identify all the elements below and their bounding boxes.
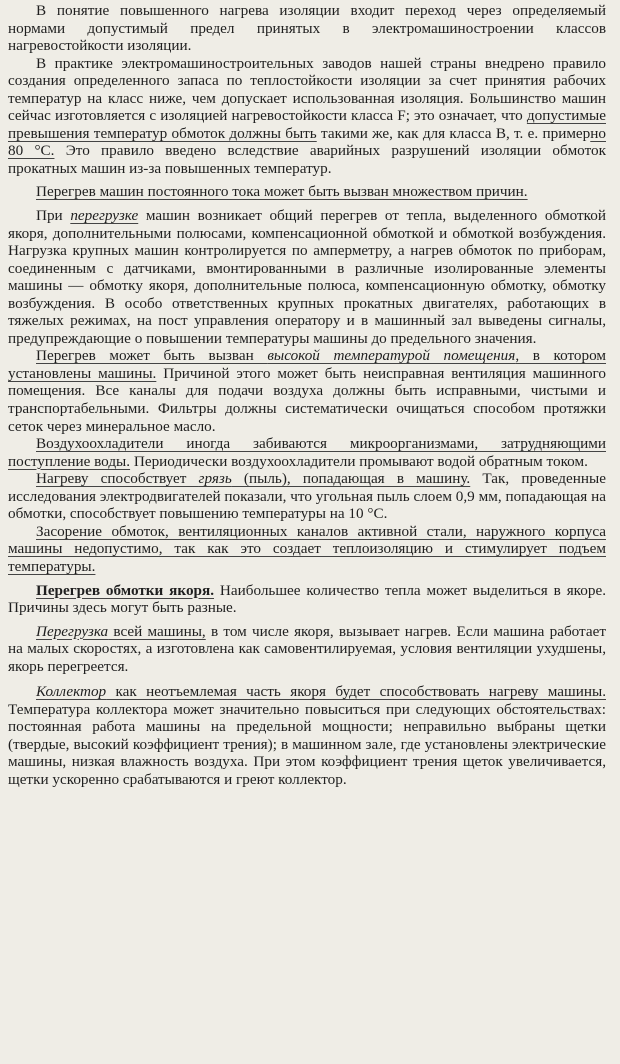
underlined-text: высокой температурой помещения xyxy=(267,347,516,365)
underlined-text: Перегрев обмотки якоря. xyxy=(36,581,215,599)
paragraph-p11 xyxy=(8,683,606,788)
paragraph-p9 xyxy=(8,582,606,617)
paragraph-text: машин возникает общий перегрев от тепла, выделенного обмоткой якоря, дополнительными полюсами, компенсационной обмоткой и обмоткой возбуждения. Нагрузка крупных машин контролируется по амперметру, а нагрев обмоток по приборам, соединенным с датчиками, вмонтированными в различные изолированные элементы машины — обмотку якоря, дополнительные полюса, компенсационную обмотку, обмотку возбуждения. В особо ответственных крупных прокатных двигателях, работающих в тяжелых режимах, на пост управления оператору и в машинный зал выведены сигналы, предупреждающие о повышении температуры машины до предельного значения. xyxy=(8,207,606,347)
paragraph-p3 xyxy=(8,183,606,201)
paragraph-p1 xyxy=(8,2,606,55)
underlined-text: но 80 °С. xyxy=(8,124,606,160)
paragraph-text: Это правило введено вследствие аварийных разрушений изоляции обмоток прокатных машин из-за повышенных температур. xyxy=(8,142,606,177)
underlined-text: Перегрузка xyxy=(36,622,109,640)
underlined-text: , в котором установлены машины. xyxy=(8,347,607,382)
paragraph-text: Причиной этого может быть неисправная вентиляция машинного помещения. Все каналы для подачи воздуха должны быть исправными, чистыми и транспортабельными. Фильтры должны систематически очищаться способом протяжки сеток через минеральное масло. xyxy=(8,364,606,435)
paragraph-text: В практике электромашиностроительных заводов нашей страны внедрено правило создания определенного запаса по теплостойкости изоляции за счет принятия рабочих температур на класс ниже, чем допускает использованная изоляция. Большинство машин сейчас изготовляется с изоляцией нагревостойкости класса F; это означает, что xyxy=(8,54,606,125)
underlined-text: Воздухоохладители иногда забиваются микроорганизмами, затрудняющими поступление воды. xyxy=(8,435,606,470)
underlined-text: допустимые превышения температур обмоток должны быть xyxy=(8,107,606,142)
underlined-text: всей машины, xyxy=(108,622,206,640)
paragraph-text: Температура коллектора может значительно повыситься при следующих обстоятельствах: постоянная работа машины на предельной мощности; неправильно выбраны щетки (твердые, высокий коэффициент трения); в машинном зале, где установлены электрические машины, низкая влажность воздуха. При этом коэффициент трения щеток увеличивается, щетки ускоренно срабатываются и греют коллектор. xyxy=(8,700,606,788)
underlined-text: как неотъемлемая часть якоря будет способствовать нагреву машины. xyxy=(106,683,606,701)
underlined-text: грязь xyxy=(198,470,232,488)
paragraph-p8 xyxy=(8,523,606,576)
paragraph-p6 xyxy=(8,435,606,470)
paragraph-p5 xyxy=(8,347,606,435)
paragraph-text: Периодически воздухоохладители промывают водой обратным током. xyxy=(130,452,588,470)
paragraph-p2 xyxy=(8,55,606,178)
underlined-text: перегрузке xyxy=(70,207,139,225)
underlined-text: Засорение обмоток, вентиляционных каналов активной стали, наружного корпуса машины недопустимо, так как это создает теплоизоляцию и стимулирует подъем температуры. xyxy=(8,522,606,575)
underlined-text: (пыль), попадающая в машину. xyxy=(231,470,471,488)
underlined-text: Перегрев машин постоянного тока может быть вызван множеством причин. xyxy=(36,183,528,201)
paragraph-text: в том числе якоря, вызывает нагрев. Если машина работает на малых скоростях, а изготовлена как самовентилируемая, условия вентиляции ухудшены, якорь перегреется. xyxy=(8,622,607,675)
paragraph-text: В понятие повышенного нагрева изоляции входит переход через определяемый нормами допустимый предел принятых в электромашиностроении классов нагревостойкости изоляции. xyxy=(8,2,606,55)
paragraph-text: такими же, как для класса B, т. е. пример xyxy=(316,124,591,142)
paragraph-text: При xyxy=(36,207,71,225)
paragraph-p7 xyxy=(8,470,606,523)
underlined-text: Нагреву способствует xyxy=(36,470,199,488)
paragraph-p4 xyxy=(8,207,606,347)
paragraph-p10 xyxy=(8,623,606,676)
underlined-text: Перегрев может быть вызван xyxy=(36,347,268,365)
paragraph-text: Так, проведенные исследования электродвигателей показали, что угольная пыль слоем 0,9 мм, попадающая на обмотки, способствует повышению температуры на 10 °С. xyxy=(8,470,606,523)
paragraph-text: Наибольшее количество тепла может выделиться в якоре. Причины здесь могут быть разные. xyxy=(8,581,607,617)
underlined-text: Коллектор xyxy=(36,683,107,701)
